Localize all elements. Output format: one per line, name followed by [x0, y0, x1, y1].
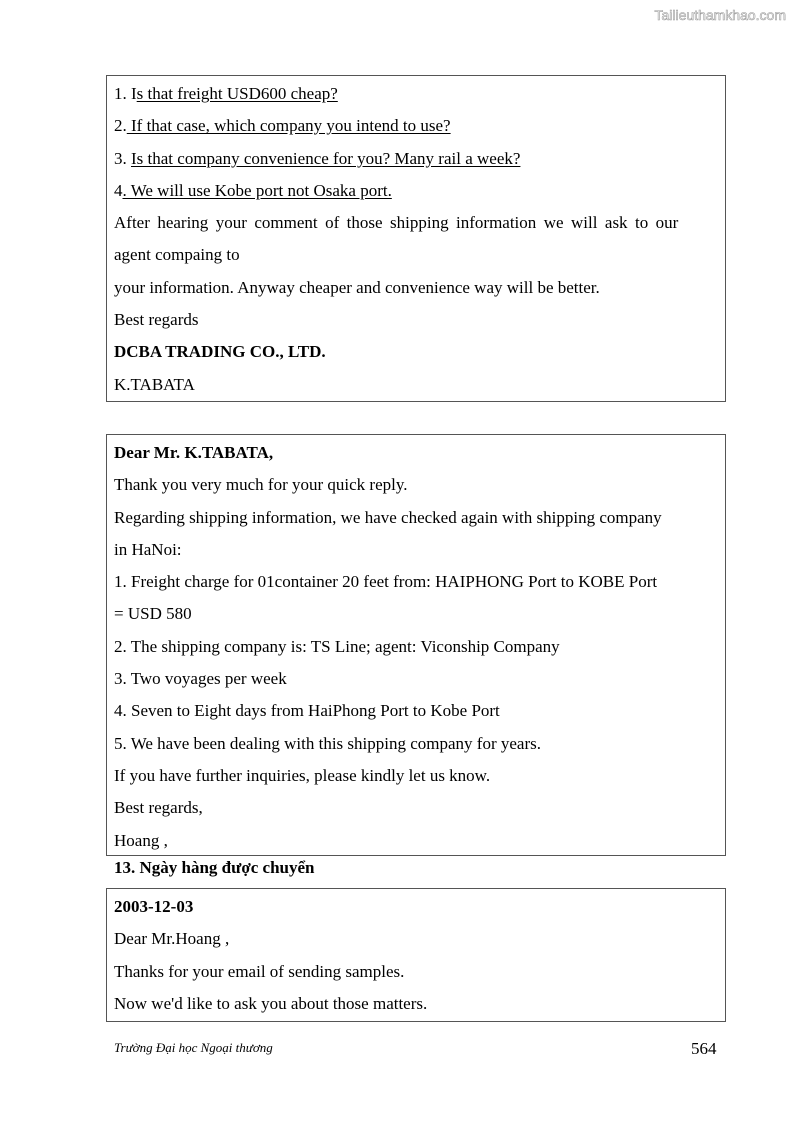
- email-box-dated: [106, 888, 726, 1022]
- page-number: 564: [691, 1039, 717, 1058]
- watermark: Tailieuthamkhao.com: [654, 7, 786, 23]
- body-line: 1. Freight charge for 01container 20 feet from: HAIPHONG Port to KOBE Port: [114, 572, 658, 592]
- body-line: Thank you very much for your quick reply.: [114, 475, 408, 495]
- body-line: Thanks for your email of sending samples.: [114, 961, 405, 981]
- greeting: Dear Mr. K.TABATA,: [114, 443, 274, 462]
- question-1: 1. Is that freight USD600 cheap?: [114, 84, 338, 103]
- body-line: Now we'd like to ask you about those matters.: [114, 993, 428, 1013]
- body-line: = USD 580: [114, 604, 192, 624]
- question-3: 3. Is that company convenience for you? Many rail a week?: [114, 148, 521, 168]
- signature: Hoang ,: [114, 830, 168, 850]
- footer-school-name: Trường Đại học Ngoại thương: [114, 1040, 273, 1055]
- closing: Best regards: [114, 310, 199, 330]
- body-line: in HaNoi:: [114, 539, 182, 559]
- body-line: Regarding shipping information, we have checked again with shipping company: [114, 507, 662, 527]
- body-line: 5. We have been dealing with this shipping company for years.: [114, 733, 541, 753]
- body-line: 3. Two voyages per week: [114, 669, 287, 689]
- question-4: 4. We will use Kobe port not Osaka port.: [114, 180, 392, 200]
- body-line: 4. Seven to Eight days from HaiPhong Port to Kobe Port: [114, 701, 500, 721]
- body-paragraph-line: After hearing your comment of those shipping information we will ask to our: [114, 213, 679, 233]
- signature: K.TABATA: [114, 374, 195, 394]
- closing: Best regards,: [114, 798, 203, 818]
- body-line: If you have further inquiries, please kindly let us know.: [114, 765, 491, 785]
- company-name: DCBA TRADING CO., LTD.: [114, 342, 326, 362]
- body-paragraph-line: agent compaing to: [114, 245, 240, 265]
- email-box-hoang-reply: [106, 434, 726, 856]
- greeting: Dear Mr.Hoang ,: [114, 929, 230, 949]
- section-heading: 13. Ngày hàng được chuyển: [114, 858, 315, 877]
- body-paragraph-line: your information. Anyway cheaper and convenience way will be better.: [114, 277, 600, 297]
- question-2: 2. If that case, which company you intend to use?: [114, 116, 451, 136]
- email-box-tabata-reply: [106, 75, 726, 402]
- email-date: 2003-12-03: [114, 897, 194, 916]
- body-line: 2. The shipping company is: TS Line; agent: Viconship Company: [114, 636, 560, 656]
